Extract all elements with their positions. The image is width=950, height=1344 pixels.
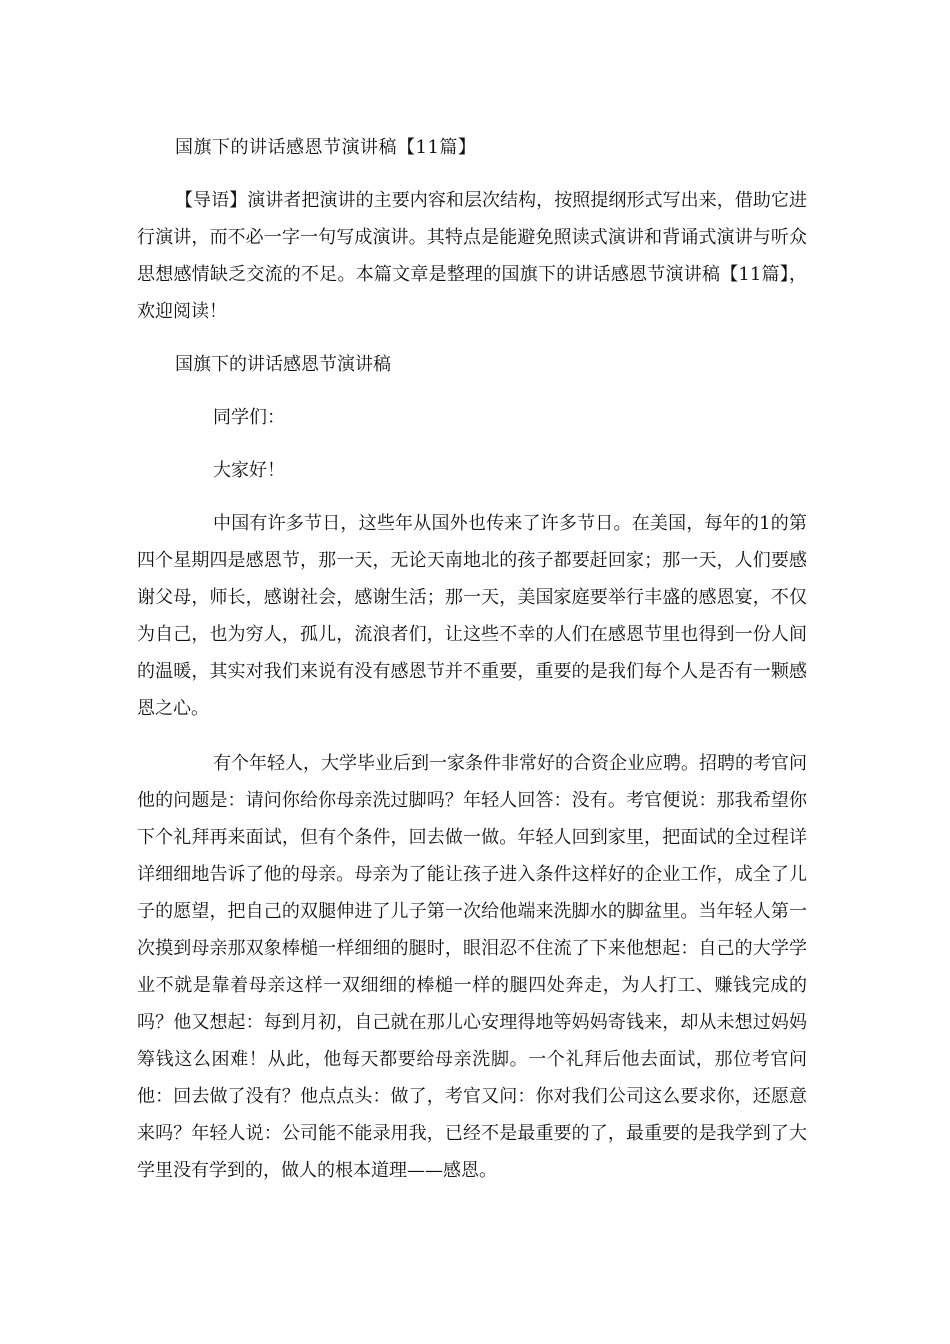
body-paragraph-1: 中国有许多节日，这些年从国外也传来了许多节日。在美国，每年的1的第四个星期四是感恩节，那一天，无论天南地北的孩子都要赶回家；那一天，人们要感谢父母，师长，感谢社会，感谢生活；那一天，美国家庭要举行丰盛的感恩宴，不仅为自己，也为穷人，孤儿，流浪者们，让这些不幸的人们在感恩节里也得到一份人间的温暖，其实对我们来说有没有感恩节并不重要，重要的是我们每个人是否有一颗感恩之心。 bbox=[137, 513, 807, 719]
salutation-line: 同学们： bbox=[213, 407, 285, 428]
greeting-line: 大家好！ bbox=[213, 460, 285, 481]
document-body bbox=[137, 129, 807, 1207]
section-subtitle: 国旗下的讲话感恩节演讲稿 bbox=[175, 354, 391, 375]
body-paragraph-2: 有个年轻人，大学毕业后到一家条件非常好的合资企业应聘。招聘的考官问他的问题是：请问你给你母亲洗过脚吗？年轻人回答：没有。考官便说：那我希望你下个礼拜再来面试，但有个条件，回去做一做。年轻人回到家里，把面试的全过程详详细细地告诉了他的母亲。母亲为了能让孩子进入条件这样好的企业工作，成全了儿子的愿望，把自己的双腿伸进了儿子第一次给他端来洗脚水的脚盆里。当年轻人第一次摸到母亲那双象棒槌一样细细的腿时，眼泪忍不住流了下来他想起：自己的大学学业不就是靠着母亲这样一双细细的棒槌一样的腿四处奔走，为人打工、赚钱完成的吗？他又想起：每到月初，自己就在那儿心安理得地等妈妈寄钱来，却从未想过妈妈筹钱这么困难！从此，他每天都要给母亲洗脚。一个礼拜后他去面试，那位考官问他：回去做了没有？他点点头：做了，考官又问：你对我们公司这么要求你，还愿意来吗？年轻人说：公司能不能录用我，已经不是最重要的了，最重要的是我学到了大学里没有学到的，做人的根本道理——感恩。 bbox=[137, 753, 807, 1181]
intro-paragraph: 【导语】演讲者把演讲的主要内容和层次结构，按照提纲形式写出来，借助它进行演讲，而不必一字一句写成演讲。其特点是能避免照读式演讲和背诵式演讲与听众思想感情缺乏交流的不足。本篇文章是整理的国旗下的讲话感恩节演讲稿【11篇】，欢迎阅读！ bbox=[137, 190, 807, 322]
document-title: 国旗下的讲话感恩节演讲稿【11篇】 bbox=[175, 137, 477, 158]
